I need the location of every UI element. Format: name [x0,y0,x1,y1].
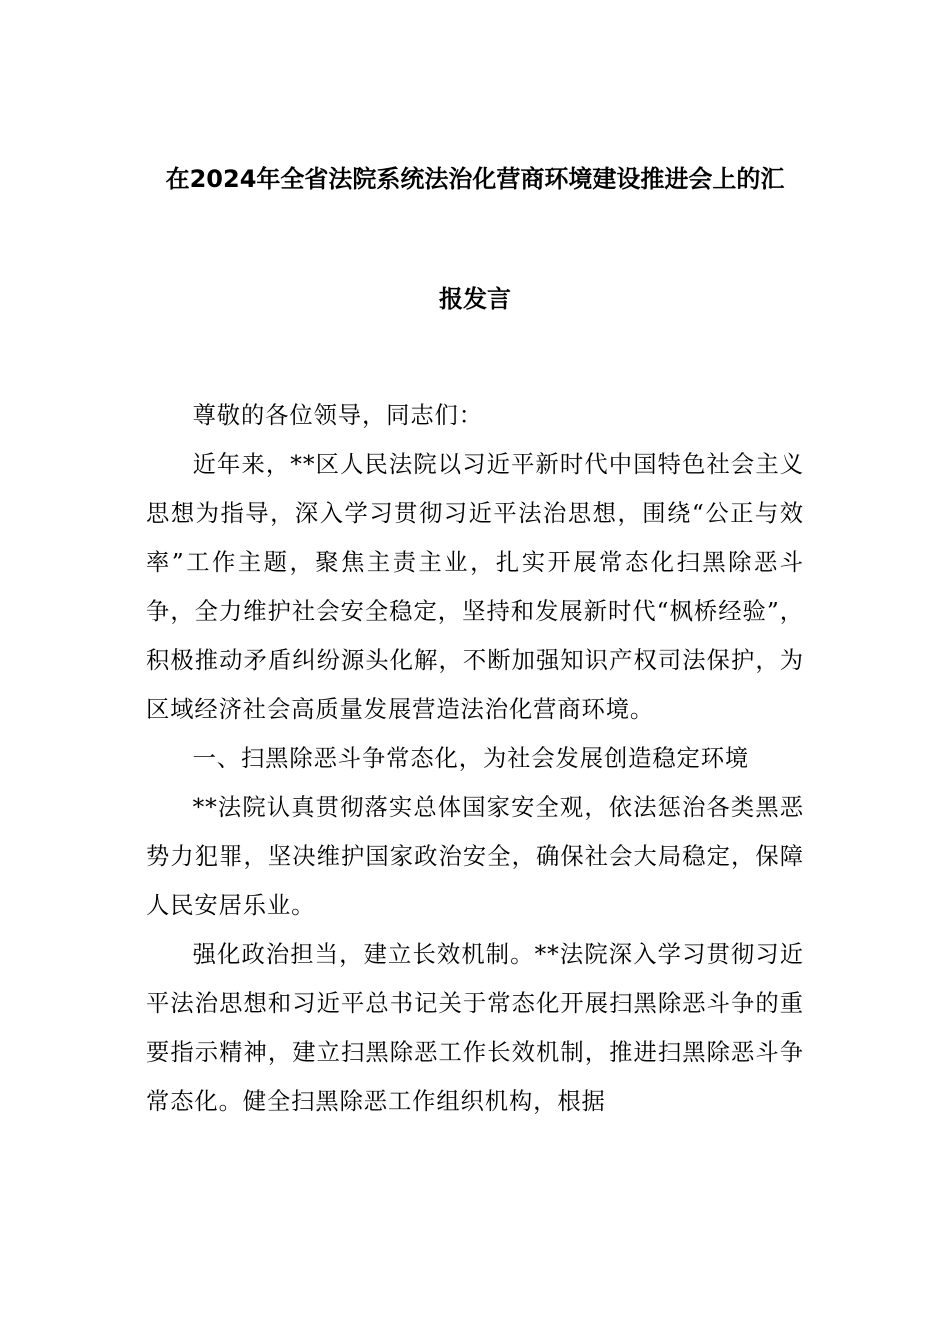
document-title-line-2: 报发言 [439,285,511,313]
document-body [146,391,804,1126]
document-title-line-1: 在2024年全省法院系统法治化营商环境建设推进会上的汇 [165,165,785,193]
salutation-paragraph: 尊敬的各位领导，同志们： [192,402,483,429]
body-paragraph: **法院认真贯彻落实总体国家安全观，依法惩治各类黑恶势力犯罪，坚决维护国家政治安全，确保社会大局稳定，保障人民安居乐业。 [146,794,804,919]
section-heading-1: 一、扫黑除恶斗争常态化，为社会发展创造稳定环境 [192,745,750,772]
intro-paragraph: 近年来，**区人民法院以习近平新时代中国特色社会主义思想为指导，深入学习贯彻习近平法治思想，围绕“公正与效率”工作主题，聚焦主责主业，扎实开展常态化扫黑除恶斗争，全力维护社会安全稳定，坚持和发展新时代“枫桥经验”，积极推动矛盾纠纷源头化解，不断加强知识产权司法保护，为区域经济社会高质量发展营造法治化营商环境。 [146,451,804,723]
body-paragraph: 强化政治担当，建立长效机制。**法院深入学习贯彻习近平法治思想和习近平总书记关于常态化开展扫黑除恶斗争的重要指示精神，建立扫黑除恶工作长效机制，推进扫黑除恶斗争常态化。健全扫黑除恶工作组织机构，根据 [146,941,804,1115]
